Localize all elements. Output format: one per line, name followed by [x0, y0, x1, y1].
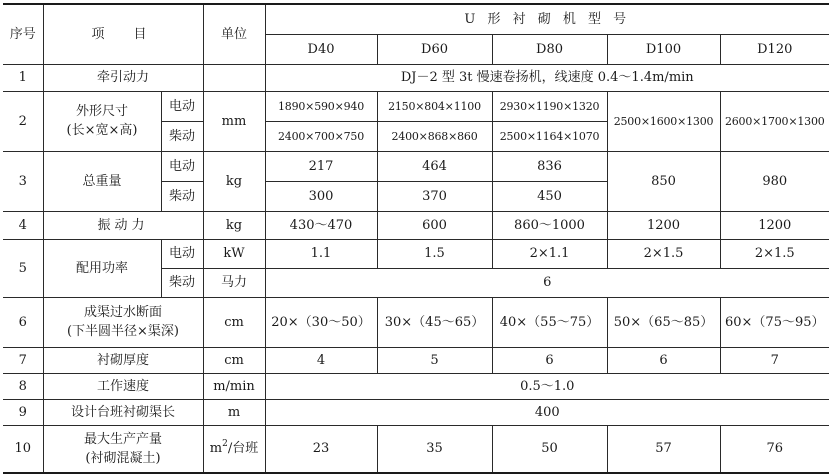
row-item: [43, 297, 203, 347]
row-value: 400: [265, 399, 829, 425]
table-row: [3, 64, 829, 91]
row-sub-electric: 电动: [161, 91, 203, 121]
value-d60-electric: 464: [377, 151, 492, 181]
row-unit-diesel: 马力: [203, 268, 265, 297]
table-row: [3, 239, 829, 268]
row-unit: kg: [203, 151, 265, 211]
row-item: 工作速度: [43, 373, 203, 399]
row-item-line-1: 成渠过水断面: [83, 305, 162, 320]
value-d80: 6: [492, 347, 607, 373]
header-model-d40: D40: [265, 34, 377, 64]
row-item: 设计台班衬砌渠长: [43, 399, 203, 425]
table-row: [3, 399, 829, 425]
value-d80-electric: 2×1.1: [492, 239, 607, 268]
row-item-line-2: (衬砌混凝土): [85, 450, 161, 466]
value-d40-electric: 1890×590×940: [265, 91, 377, 121]
value-d60: 30×（45～65）: [377, 297, 492, 347]
value-d120: 1200: [720, 211, 829, 239]
row-seq: 9: [3, 399, 43, 425]
row-sub-diesel: 柴动: [161, 121, 203, 151]
table-row: [3, 151, 829, 181]
value-d60: 600: [377, 211, 492, 239]
row-unit: m: [203, 399, 265, 425]
row-seq: 3: [3, 151, 43, 211]
row-seq: 10: [3, 425, 43, 473]
header-row-1: [3, 4, 829, 34]
row-unit: cm: [203, 347, 265, 373]
value-d80: 50: [492, 425, 607, 473]
row-item: 配用功率: [43, 239, 161, 297]
value-d100: 850: [607, 151, 720, 211]
u-channel-lining-machine-spec-table: [3, 3, 829, 474]
value-d40-electric: 217: [265, 151, 377, 181]
row-unit: m/min: [203, 373, 265, 399]
value-d40: 20×（30～50）: [265, 297, 377, 347]
row-unit: kg: [203, 211, 265, 239]
row-seq: 1: [3, 64, 43, 91]
table-row: [3, 347, 829, 373]
row-sub-electric: 电动: [161, 151, 203, 181]
unit-base: m: [209, 441, 223, 457]
value-d40-diesel: 2400×700×750: [265, 121, 377, 151]
row-item: 振动力: [43, 211, 203, 239]
value-d40: 430～470: [265, 211, 377, 239]
row-seq: 4: [3, 211, 43, 239]
table-row: [3, 373, 829, 399]
value-d40-electric: 1.1: [265, 239, 377, 268]
table-row: [3, 211, 829, 239]
value-d40-diesel: 300: [265, 181, 377, 211]
table-row: [3, 425, 829, 473]
row-unit: mm: [203, 91, 265, 151]
value-d60: 35: [377, 425, 492, 473]
header-model-d80: D80: [492, 34, 607, 64]
value-all-diesel: 6: [265, 268, 829, 297]
value-d40: 23: [265, 425, 377, 473]
value-d80: 40×（55～75）: [492, 297, 607, 347]
header-model-group: U 形 衬 砌 机 型 号: [265, 4, 829, 34]
header-item: 项 目: [43, 4, 203, 64]
header-seq: 序号: [3, 4, 43, 64]
row-unit: cm: [203, 297, 265, 347]
value-d60-electric: 1.5: [377, 239, 492, 268]
row-item: 牵引动力: [43, 64, 203, 91]
header-model-d60: D60: [377, 34, 492, 64]
value-d120: 2600×1700×1300: [720, 91, 829, 151]
row-sub-diesel: 柴动: [161, 268, 203, 297]
value-d120: 7: [720, 347, 829, 373]
row-item-line-2: (长×宽×高): [66, 123, 138, 138]
value-d80-electric: 836: [492, 151, 607, 181]
unit-tail: /台班: [227, 441, 259, 457]
table-row: [3, 91, 829, 121]
value-d60-electric: 2150×804×1100: [377, 91, 492, 121]
value-d120-electric: 2×1.5: [720, 239, 829, 268]
spec-table-container: [3, 3, 829, 474]
row-item-line-2: (下半圆半径×渠深): [66, 324, 180, 339]
row-item-line-1: 最大生产产量: [83, 431, 162, 447]
value-d100-electric: 2×1.5: [607, 239, 720, 268]
row-item-line-1: 外形尺寸: [75, 104, 128, 119]
row-seq: 2: [3, 91, 43, 151]
table-row: [3, 297, 829, 347]
header-unit: 单位: [203, 4, 265, 64]
row-sub-diesel: 柴动: [161, 181, 203, 211]
row-seq: 5: [3, 239, 43, 297]
row-unit: [203, 425, 265, 473]
value-d100: 1200: [607, 211, 720, 239]
row-item: 总重量: [43, 151, 161, 211]
value-d120: 60×（75～95）: [720, 297, 829, 347]
value-d100: 57: [607, 425, 720, 473]
value-d120: 76: [720, 425, 829, 473]
value-d80-electric: 2930×1190×1320: [492, 91, 607, 121]
value-d60-diesel: 370: [377, 181, 492, 211]
header-model-d120: D120: [720, 34, 829, 64]
header-model-d100: D100: [607, 34, 720, 64]
value-d60: 5: [377, 347, 492, 373]
value-d100: 50×（65～85）: [607, 297, 720, 347]
row-sub-electric: 电动: [161, 239, 203, 268]
value-d80-diesel: 2500×1164×1070: [492, 121, 607, 151]
value-d60-diesel: 2400×868×860: [377, 121, 492, 151]
row-unit: [203, 64, 265, 91]
value-d100: 6: [607, 347, 720, 373]
value-d80-diesel: 450: [492, 181, 607, 211]
row-value: DJ－2 型 3t 慢速卷扬机，线速度 0.4～1.4m/min: [265, 64, 829, 91]
row-unit-electric: kW: [203, 239, 265, 268]
row-seq: 8: [3, 373, 43, 399]
value-d120: 980: [720, 151, 829, 211]
value-d80: 860～1000: [492, 211, 607, 239]
row-item: [43, 425, 203, 473]
unit-superscript: 2: [222, 438, 228, 449]
row-value: 0.5～1.0: [265, 373, 829, 399]
row-seq: 7: [3, 347, 43, 373]
row-item: [43, 91, 161, 151]
row-seq: 6: [3, 297, 43, 347]
value-d40: 4: [265, 347, 377, 373]
row-item: 衬砌厚度: [43, 347, 203, 373]
value-d100: 2500×1600×1300: [607, 91, 720, 151]
